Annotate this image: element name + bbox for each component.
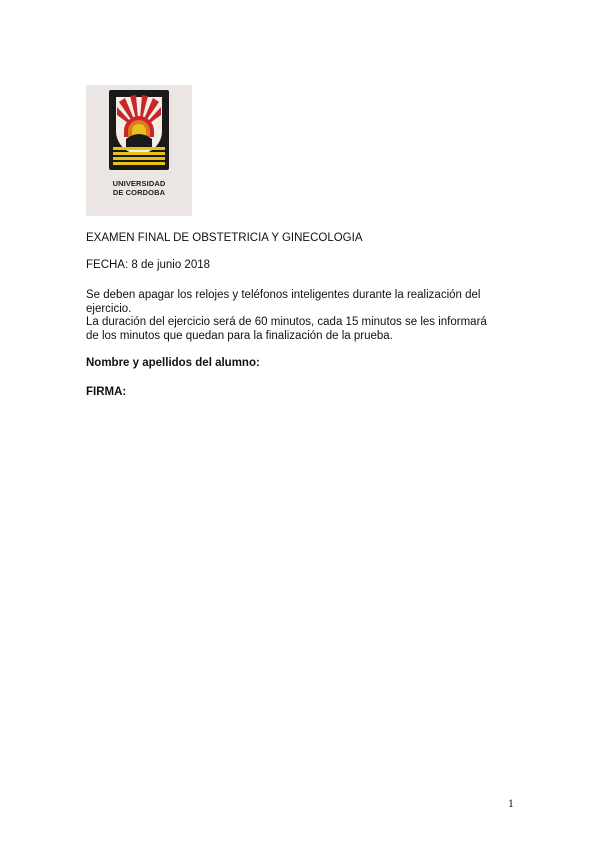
exam-date: FECHA: 8 de junio 2018 (86, 259, 211, 271)
instruction-devices-line-1: Se deben apagar los relojes y teléfonos inteligentes durante la realización del (86, 289, 481, 301)
logo-line-2: DE CORDOBA (112, 188, 166, 197)
page-number: 1 (508, 798, 514, 810)
instruction-duration-line-1: La duración del ejercicio será de 60 minutos, cada 15 minutos se les informará (86, 316, 487, 328)
student-name-label: Nombre y apellidos del alumno: (86, 357, 260, 369)
instruction-devices (86, 289, 506, 316)
logo-line-1: UNIVERSIDAD (112, 179, 166, 188)
instruction-devices-line-2: ejercicio. (86, 302, 132, 315)
university-logo (86, 85, 192, 216)
instruction-duration-line-2: de los minutos que quedan para la finalización de la prueba. (86, 329, 393, 342)
signature-label: FIRMA: (86, 386, 127, 398)
exam-title: EXAMEN FINAL DE OBSTETRICIA Y GINECOLOGIA (86, 232, 363, 244)
instruction-duration (86, 316, 516, 343)
